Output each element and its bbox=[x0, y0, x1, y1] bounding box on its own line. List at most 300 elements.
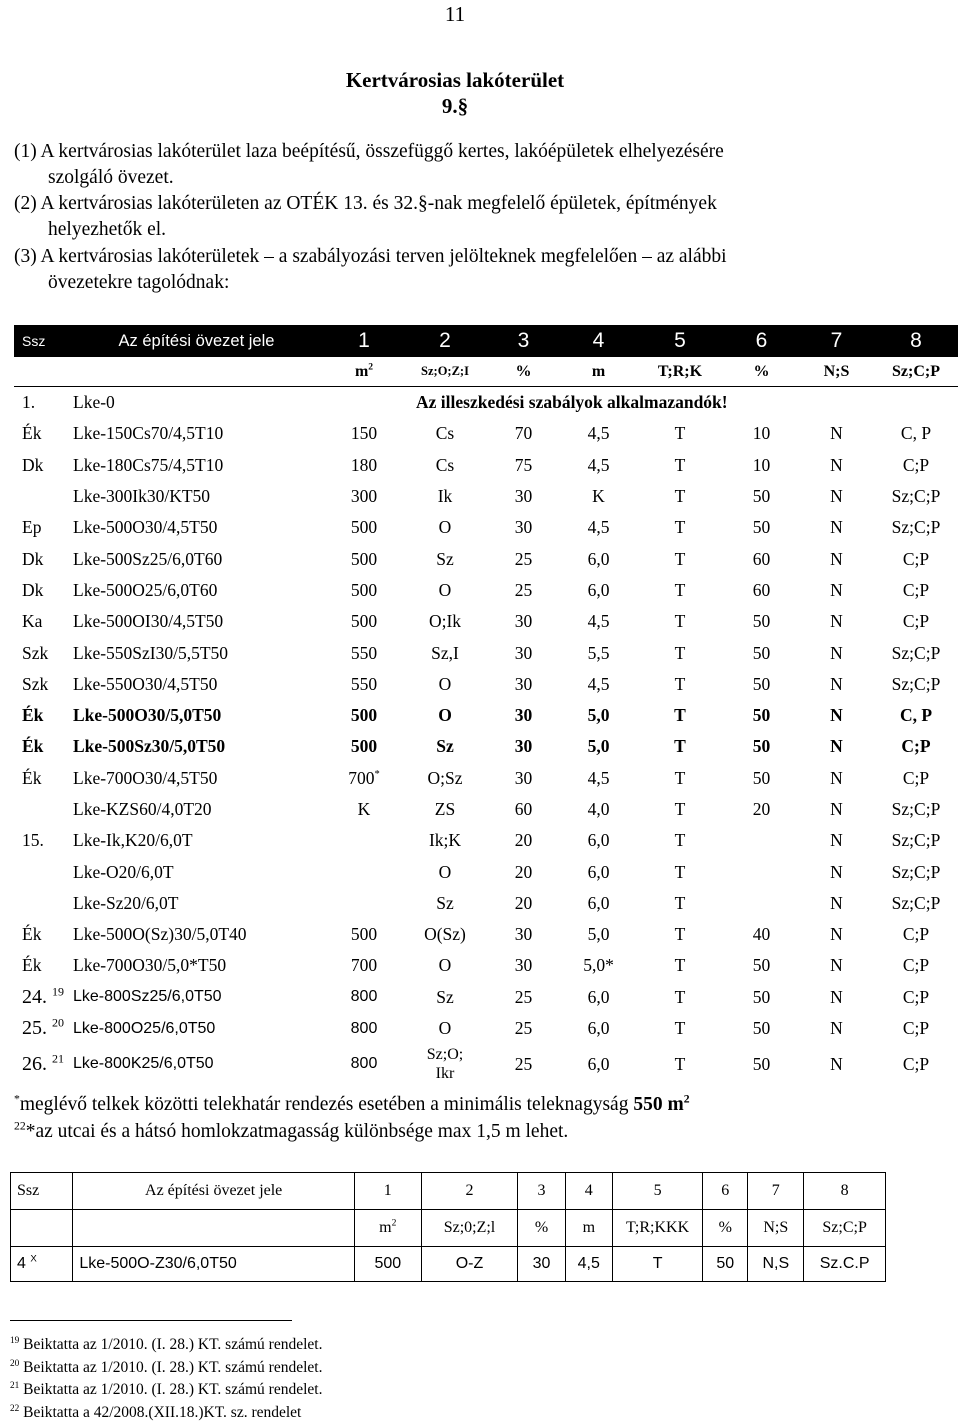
table-row bbox=[14, 1044, 958, 1084]
row-ssz: Szk bbox=[22, 642, 49, 663]
row-ns: N bbox=[830, 673, 843, 694]
t2-unit-height: m bbox=[565, 1210, 612, 1247]
row-coverage: 60 bbox=[514, 799, 533, 819]
row-zone-code: Lke-500Sz30/5,0T50 bbox=[73, 736, 226, 757]
row-height: 5,0* bbox=[583, 955, 614, 976]
paragraph-1 bbox=[14, 139, 914, 191]
table-row bbox=[14, 919, 958, 950]
paragraph-1-line-2: szolgáló övezet. bbox=[48, 167, 174, 188]
row-zone-code: Lke-550SzI30/5,5T50 bbox=[73, 642, 229, 663]
header-col-2: 2 bbox=[404, 325, 486, 357]
t2-row-c5: T bbox=[612, 1247, 702, 1282]
row-green: 50 bbox=[752, 486, 771, 507]
note-minimum-plot: *meglévő telkek közötti telekhatár rendezés esetében a minimális teleknagyság 550 $m^2$ bbox=[14, 1092, 690, 1115]
row-coverage: 25 bbox=[514, 548, 533, 569]
row-height: 5,0 bbox=[587, 705, 610, 726]
row-min-area: 800 bbox=[350, 988, 378, 1006]
row-min-area bbox=[324, 825, 404, 856]
row-min-area bbox=[324, 888, 404, 919]
row-height: 4,5 bbox=[587, 517, 610, 538]
row-trk: T bbox=[674, 705, 686, 726]
section-number: 9.§ bbox=[441, 94, 469, 118]
paragraph-2-line-1: (2) A kertvárosias lakóterületen az OTÉK 13. és 32.§-nak megfelelő épületek, építmények bbox=[14, 193, 717, 214]
row-ssz: Ep bbox=[22, 517, 42, 538]
row-coverage: 30 bbox=[514, 673, 533, 694]
row-ns: N bbox=[830, 955, 843, 976]
row-trk: T bbox=[674, 892, 686, 913]
row-ssz: Ék bbox=[22, 423, 42, 444]
t2-unit-area: $m^2$ bbox=[354, 1210, 421, 1247]
row-ns: N bbox=[830, 892, 843, 913]
row-trk: T bbox=[674, 486, 686, 507]
row-zone-code: Lke-180Cs75/4,5T10 bbox=[73, 454, 224, 475]
row-green: 10 bbox=[752, 454, 771, 475]
row-green: 40 bbox=[752, 924, 771, 945]
row-height: 6,0 bbox=[587, 861, 610, 882]
row-green bbox=[724, 856, 799, 887]
unit-percent: % bbox=[486, 357, 561, 387]
row-ns: N bbox=[830, 1053, 843, 1074]
table-row bbox=[14, 888, 958, 919]
row-ssz: Ék bbox=[22, 955, 42, 976]
row-trk: T bbox=[674, 548, 686, 569]
row-green bbox=[724, 825, 799, 856]
unit-trk: T;R;K bbox=[636, 357, 724, 387]
row-green: 50 bbox=[752, 955, 771, 976]
row-szcp: C, P bbox=[899, 705, 933, 726]
note-facade-height: $^{22}$*az utcai és a hátsó homlokzatmagasság különbsége max 1,5 m lehet. bbox=[14, 1119, 569, 1142]
row-height: 5,0 bbox=[587, 736, 610, 757]
row-szcp: C;P bbox=[901, 736, 931, 757]
table-row bbox=[14, 606, 958, 637]
row-building-type: ZS bbox=[434, 799, 456, 819]
row-zone-code: Lke-Ik,K20/6,0T bbox=[73, 830, 193, 851]
row-ns: N bbox=[830, 799, 843, 819]
row-coverage: 75 bbox=[514, 454, 533, 475]
row-coverage: 20 bbox=[514, 892, 533, 913]
row-height: 6,0 bbox=[587, 548, 610, 569]
table-row bbox=[14, 512, 958, 543]
row-coverage: 30 bbox=[514, 486, 533, 507]
t2-unit-trk: T;R;KKK bbox=[612, 1210, 702, 1247]
row-zone-code: Lke-300Ik30/KT50 bbox=[73, 486, 211, 507]
page-title: Kertvárosias lakóterület bbox=[345, 68, 565, 92]
t2-header-col-8: 8 bbox=[804, 1173, 886, 1210]
row-height: 4,5 bbox=[587, 611, 610, 632]
row-ns: N bbox=[830, 736, 843, 757]
row-ns: N bbox=[830, 705, 843, 726]
row-trk: T bbox=[674, 423, 686, 444]
row-szcp: C;P bbox=[902, 548, 930, 569]
row-min-area: K bbox=[357, 799, 371, 819]
row-height: 6,0 bbox=[587, 1053, 610, 1074]
paragraph-1-line-1: (1) A kertvárosias lakóterület laza beépítésű, összefüggő kertes, lakóépületek elhelyezésére bbox=[14, 141, 724, 162]
row-height: 4,5 bbox=[587, 767, 610, 788]
row-trk: T bbox=[674, 454, 686, 475]
row-building-type: O bbox=[438, 673, 452, 694]
row-coverage: 30 bbox=[514, 955, 533, 976]
row-building-type: Sz;O; Ikr bbox=[426, 1046, 464, 1083]
row-min-area: 550 bbox=[350, 642, 378, 663]
header-col-6: 6 bbox=[724, 325, 799, 357]
row-ssz bbox=[14, 481, 69, 512]
table-row bbox=[14, 387, 958, 419]
row-ns: N bbox=[830, 642, 843, 663]
row-szcp: C;P bbox=[902, 1053, 930, 1074]
row-coverage: 25 bbox=[514, 986, 533, 1007]
row-ssz: Dk bbox=[22, 579, 44, 600]
table-row bbox=[14, 982, 958, 1013]
row-ssz: 26. $^{21}$ bbox=[22, 1051, 64, 1075]
row-ns: N bbox=[830, 830, 843, 851]
row-height: 4,5 bbox=[587, 673, 610, 694]
row-building-type: Sz bbox=[436, 736, 454, 757]
header-zone-code: Az építési övezet jele bbox=[69, 325, 324, 357]
row-ssz: Dk bbox=[22, 454, 44, 475]
row-height: 6,0 bbox=[587, 986, 610, 1007]
row-ssz: Ék bbox=[22, 705, 44, 726]
row-green: 50 bbox=[752, 1018, 771, 1039]
row-trk: T bbox=[674, 673, 686, 694]
row-building-type: O bbox=[438, 955, 452, 976]
header-col-4: 4 bbox=[561, 325, 636, 357]
row-trk: T bbox=[674, 579, 686, 600]
row-ssz bbox=[14, 794, 69, 825]
row-height: 4,0 bbox=[587, 799, 610, 819]
table-row bbox=[14, 731, 958, 762]
row-green: 50 bbox=[752, 1053, 771, 1074]
row-szcp: C, P bbox=[900, 423, 932, 444]
t2-row-c4: 4,5 bbox=[565, 1247, 612, 1282]
row-trk: T bbox=[674, 517, 686, 538]
row-zone-code: Lke-150Cs70/4,5T10 bbox=[73, 423, 224, 444]
table-row bbox=[14, 1013, 958, 1044]
row-ssz: 24. $^{19}$ bbox=[22, 984, 64, 1008]
row-ssz: Ék bbox=[22, 924, 42, 945]
row-ns: N bbox=[830, 767, 843, 788]
row-height: K bbox=[592, 486, 605, 507]
row-green: 50 bbox=[752, 642, 771, 663]
row-ns: N bbox=[830, 861, 843, 882]
table-row bbox=[14, 575, 958, 606]
t2-unit-ns: N;S bbox=[748, 1210, 804, 1247]
row-trk: T bbox=[674, 767, 686, 788]
row-coverage: 30 bbox=[514, 517, 533, 538]
row-green: 60 bbox=[752, 579, 771, 600]
row-green: 50 bbox=[752, 736, 771, 757]
row-szcp: Sz;C;P bbox=[891, 861, 941, 882]
row-trk: T bbox=[674, 986, 686, 1007]
row-zone-code: Lke-500O(Sz)30/5,0T40 bbox=[73, 924, 247, 945]
header-ssz: Ssz bbox=[14, 325, 69, 357]
row-green: 60 bbox=[752, 548, 771, 569]
row-height: 4,5 bbox=[587, 454, 610, 475]
t2-unit-percent: % bbox=[518, 1210, 565, 1247]
footnote-20: $^{20}$ Beiktatta az 1/2010. (I. 28.) KT. számú rendelet. bbox=[10, 1358, 323, 1376]
t2-header-col-1: 1 bbox=[354, 1173, 421, 1210]
row-coverage: 30 bbox=[514, 705, 533, 726]
row-trk: T bbox=[674, 830, 686, 851]
row-building-type: Sz bbox=[436, 986, 454, 1007]
table2-header-row bbox=[11, 1173, 886, 1210]
paragraph-3 bbox=[14, 244, 914, 296]
row-szcp: Sz;C;P bbox=[891, 642, 941, 663]
row-ns: N bbox=[830, 517, 843, 538]
row-height: 6,0 bbox=[587, 1018, 610, 1039]
row-min-area bbox=[324, 856, 404, 887]
row-green: 50 bbox=[752, 517, 771, 538]
table-row bbox=[14, 856, 958, 887]
unit-green-percent: % bbox=[724, 357, 799, 387]
row-min-area: 550 bbox=[350, 673, 378, 694]
footnotes bbox=[10, 1334, 322, 1424]
row-coverage: 30 bbox=[514, 642, 533, 663]
t2-row-c1: 500 bbox=[354, 1247, 421, 1282]
row-building-type: Sz bbox=[436, 548, 454, 569]
unit-ns: N;S bbox=[799, 357, 874, 387]
row-green: 10 bbox=[752, 423, 771, 444]
row-building-type: O;Ik bbox=[428, 611, 462, 632]
row-zone-code: Lke-800Sz25/6,0T50 bbox=[73, 988, 222, 1006]
table-units-row bbox=[14, 357, 958, 387]
row-szcp: C;P bbox=[902, 986, 930, 1007]
row-green: 50 bbox=[752, 673, 771, 694]
row-zone-code: Lke-0 bbox=[73, 392, 115, 413]
table2-row bbox=[11, 1247, 886, 1282]
table-row bbox=[14, 763, 958, 794]
t2-header-col-4: 4 bbox=[565, 1173, 612, 1210]
row-message: Az illeszkedési szabályok alkalmazandók! bbox=[416, 392, 728, 413]
row-zone-code: Lke-700O30/5,0*T50 bbox=[73, 955, 227, 976]
row-min-area: 150 bbox=[350, 423, 378, 444]
row-szcp: C;P bbox=[902, 611, 930, 632]
row-szcp: C;P bbox=[902, 924, 930, 945]
row-szcp: Sz;C;P bbox=[891, 830, 941, 851]
row-trk: T bbox=[674, 799, 686, 819]
row-coverage: 25 bbox=[514, 579, 533, 600]
header-col-3: 3 bbox=[486, 325, 561, 357]
row-ns: N bbox=[830, 924, 843, 945]
paragraph-3-line-1: (3) A kertvárosias lakóterületek – a szabályozási terven jelölteknek megfelelően – az alábbi bbox=[14, 246, 727, 267]
table-row bbox=[14, 543, 958, 574]
row-min-area: 500 bbox=[350, 517, 378, 538]
t2-unit-building-type: Sz;0;Z;l bbox=[421, 1210, 518, 1247]
row-coverage: 20 bbox=[514, 830, 533, 851]
row-min-area: 300 bbox=[350, 486, 378, 507]
row-min-area: 800 bbox=[350, 1019, 378, 1037]
row-coverage: 30 bbox=[514, 924, 533, 945]
table-row bbox=[14, 825, 958, 856]
paragraph-2-line-2: helyezhetők el. bbox=[48, 219, 167, 240]
table-row bbox=[14, 950, 958, 981]
row-ssz: 15. bbox=[22, 830, 44, 851]
t2-header-col-7: 7 bbox=[748, 1173, 804, 1210]
row-min-area: 700* bbox=[348, 767, 380, 788]
unit-area: $m^2$ bbox=[324, 357, 404, 387]
header-col-8: 8 bbox=[874, 325, 958, 357]
row-szcp: C;P bbox=[902, 1018, 930, 1039]
row-szcp: C;P bbox=[902, 767, 930, 788]
row-coverage: 30 bbox=[514, 611, 533, 632]
row-trk: T bbox=[674, 611, 686, 632]
table-row bbox=[14, 669, 958, 700]
row-ns: N bbox=[830, 423, 843, 444]
row-ssz: Ék bbox=[22, 767, 42, 788]
footnote-22: $^{22}$ Beiktatta a 42/2008.(XII.18.)KT. sz. rendelet bbox=[10, 1403, 302, 1421]
t2-header-col-3: 3 bbox=[518, 1173, 565, 1210]
header-col-5: 5 bbox=[636, 325, 724, 357]
row-building-type: Sz,I bbox=[431, 642, 459, 663]
paragraph-2 bbox=[14, 191, 914, 243]
row-coverage: 20 bbox=[514, 861, 533, 882]
row-ssz: Dk bbox=[22, 548, 44, 569]
row-zone-code: Lke-O20/6,0T bbox=[73, 861, 174, 882]
row-trk: T bbox=[674, 736, 686, 757]
row-min-area: 500 bbox=[350, 705, 378, 726]
unit-szcp: Sz;C;P bbox=[874, 357, 958, 387]
row-ssz: Szk bbox=[22, 673, 49, 694]
row-zone-code: Lke-500O25/6,0T60 bbox=[73, 579, 218, 600]
table2-units-row bbox=[11, 1210, 886, 1247]
footnote-21: $^{21}$ Beiktatta az 1/2010. (I. 28.) KT. számú rendelet. bbox=[10, 1380, 323, 1398]
t2-row-c8: Sz.C.P bbox=[804, 1247, 886, 1282]
row-min-area: 500 bbox=[350, 579, 378, 600]
row-height: 5,5 bbox=[587, 642, 610, 663]
row-szcp: Sz;C;P bbox=[891, 673, 941, 694]
header-col-1: 1 bbox=[324, 325, 404, 357]
row-coverage: 25 bbox=[514, 1053, 533, 1074]
row-green: 50 bbox=[752, 705, 771, 726]
row-min-area: 500 bbox=[350, 548, 378, 569]
row-building-type: O bbox=[438, 517, 452, 538]
row-ssz bbox=[14, 888, 69, 919]
row-green bbox=[724, 888, 799, 919]
zoning-table-2 bbox=[10, 1172, 886, 1282]
row-building-type: O bbox=[438, 861, 452, 882]
row-trk: T bbox=[674, 861, 686, 882]
header-col-7: 7 bbox=[799, 325, 874, 357]
row-green: 50 bbox=[752, 986, 771, 1007]
row-min-area: 500 bbox=[350, 736, 378, 757]
row-szcp: C;P bbox=[902, 454, 930, 475]
row-ssz: Ék bbox=[22, 736, 44, 757]
row-zone-code: Lke-500O30/4,5T50 bbox=[73, 517, 218, 538]
t2-header-zone-code: Az építési övezet jele bbox=[73, 1173, 355, 1210]
t2-header-col-2: 2 bbox=[421, 1173, 518, 1210]
row-building-type: O bbox=[438, 1018, 452, 1039]
t2-row-c6: 50 bbox=[703, 1247, 748, 1282]
row-building-type: O bbox=[438, 705, 452, 726]
row-height: 6,0 bbox=[587, 579, 610, 600]
paragraph-3-line-2: övezetekre tagolódnak: bbox=[48, 272, 230, 293]
row-szcp: Sz;C;P bbox=[891, 517, 941, 538]
row-ns: N bbox=[830, 611, 843, 632]
row-min-area: 700 bbox=[350, 955, 378, 976]
row-szcp: C;P bbox=[902, 955, 930, 976]
row-zone-code: Lke-500Sz25/6,0T60 bbox=[73, 548, 223, 569]
row-coverage: 30 bbox=[514, 736, 533, 757]
row-building-type: O bbox=[438, 579, 452, 600]
row-min-area: 800 bbox=[350, 1055, 378, 1073]
row-building-type: O;Sz bbox=[427, 767, 463, 788]
t2-header-col-5: 5 bbox=[612, 1173, 702, 1210]
t2-unit-green-percent: % bbox=[703, 1210, 748, 1247]
row-building-type: Ik bbox=[437, 486, 453, 507]
table-header-row bbox=[14, 325, 958, 357]
row-zone-code: Lke-700O30/4,5T50 bbox=[73, 767, 218, 788]
row-height: 4,5 bbox=[587, 423, 610, 444]
row-min-area: 180 bbox=[350, 454, 378, 475]
footnote-19: $^{19}$ Beiktatta az 1/2010. (I. 28.) KT. számú rendelet. bbox=[10, 1335, 323, 1353]
row-ns: N bbox=[830, 548, 843, 569]
row-height: 6,0 bbox=[587, 892, 610, 913]
table-row bbox=[14, 481, 958, 512]
row-ns: N bbox=[830, 486, 843, 507]
row-trk: T bbox=[674, 955, 686, 976]
table-row bbox=[14, 637, 958, 668]
row-ns: N bbox=[830, 454, 843, 475]
t2-row-c2: O-Z bbox=[421, 1247, 518, 1282]
row-zone-code: Lke-800O25/6,0T50 bbox=[73, 1019, 216, 1037]
row-building-type: O(Sz) bbox=[424, 924, 466, 945]
t2-header-col-6: 6 bbox=[703, 1173, 748, 1210]
row-height: 6,0 bbox=[587, 830, 610, 851]
row-trk: T bbox=[674, 1018, 686, 1039]
page-number: 11 bbox=[444, 2, 466, 26]
row-coverage: 25 bbox=[514, 1018, 533, 1039]
unit-height: m bbox=[561, 357, 636, 387]
row-szcp: Sz;C;P bbox=[891, 799, 941, 819]
row-ns: N bbox=[830, 986, 843, 1007]
row-ns: N bbox=[830, 1018, 843, 1039]
t2-unit-szcp: Sz;C;P bbox=[804, 1210, 886, 1247]
row-zone-code: Lke-KZS60/4,0T20 bbox=[73, 799, 212, 819]
t2-header-ssz: Ssz bbox=[11, 1173, 73, 1210]
row-building-type: Cs bbox=[435, 423, 455, 444]
row-building-type: Ik;K bbox=[428, 830, 462, 851]
row-zone-code: Lke-500OI30/4,5T50 bbox=[73, 611, 224, 632]
row-zone-code: Lke-550O30/4,5T50 bbox=[73, 673, 218, 694]
row-zone-code: Lke-800K25/6,0T50 bbox=[73, 1055, 214, 1073]
row-building-type: Sz bbox=[436, 892, 454, 913]
row-min-area: 500 bbox=[350, 924, 378, 945]
row-trk: T bbox=[674, 642, 686, 663]
row-green: 50 bbox=[752, 767, 771, 788]
table-row bbox=[14, 450, 958, 481]
row-ssz bbox=[14, 856, 69, 887]
row-szcp: Sz;C;P bbox=[891, 486, 941, 507]
row-height: 5,0 bbox=[587, 924, 610, 945]
row-trk: T bbox=[674, 1053, 686, 1074]
row-coverage: 30 bbox=[514, 767, 533, 788]
row-min-area: 500 bbox=[350, 611, 378, 632]
t2-row-c7: N,S bbox=[748, 1247, 804, 1282]
table-row bbox=[14, 418, 958, 449]
table-row bbox=[14, 700, 958, 731]
row-green: 50 bbox=[752, 611, 771, 632]
row-green: 20 bbox=[752, 799, 771, 819]
row-trk: T bbox=[674, 924, 686, 945]
t2-row-c3: 30 bbox=[518, 1247, 565, 1282]
row-coverage: 70 bbox=[514, 423, 533, 444]
row-ssz: 1. bbox=[22, 392, 36, 413]
row-building-type: Cs bbox=[435, 454, 455, 475]
unit-building-type: Sz;O;Z;I bbox=[404, 357, 486, 387]
table-row bbox=[14, 794, 958, 825]
row-szcp: C;P bbox=[902, 579, 930, 600]
row-zone-code: Lke-Sz20/6,0T bbox=[73, 892, 179, 913]
footnote-separator bbox=[10, 1320, 292, 1321]
